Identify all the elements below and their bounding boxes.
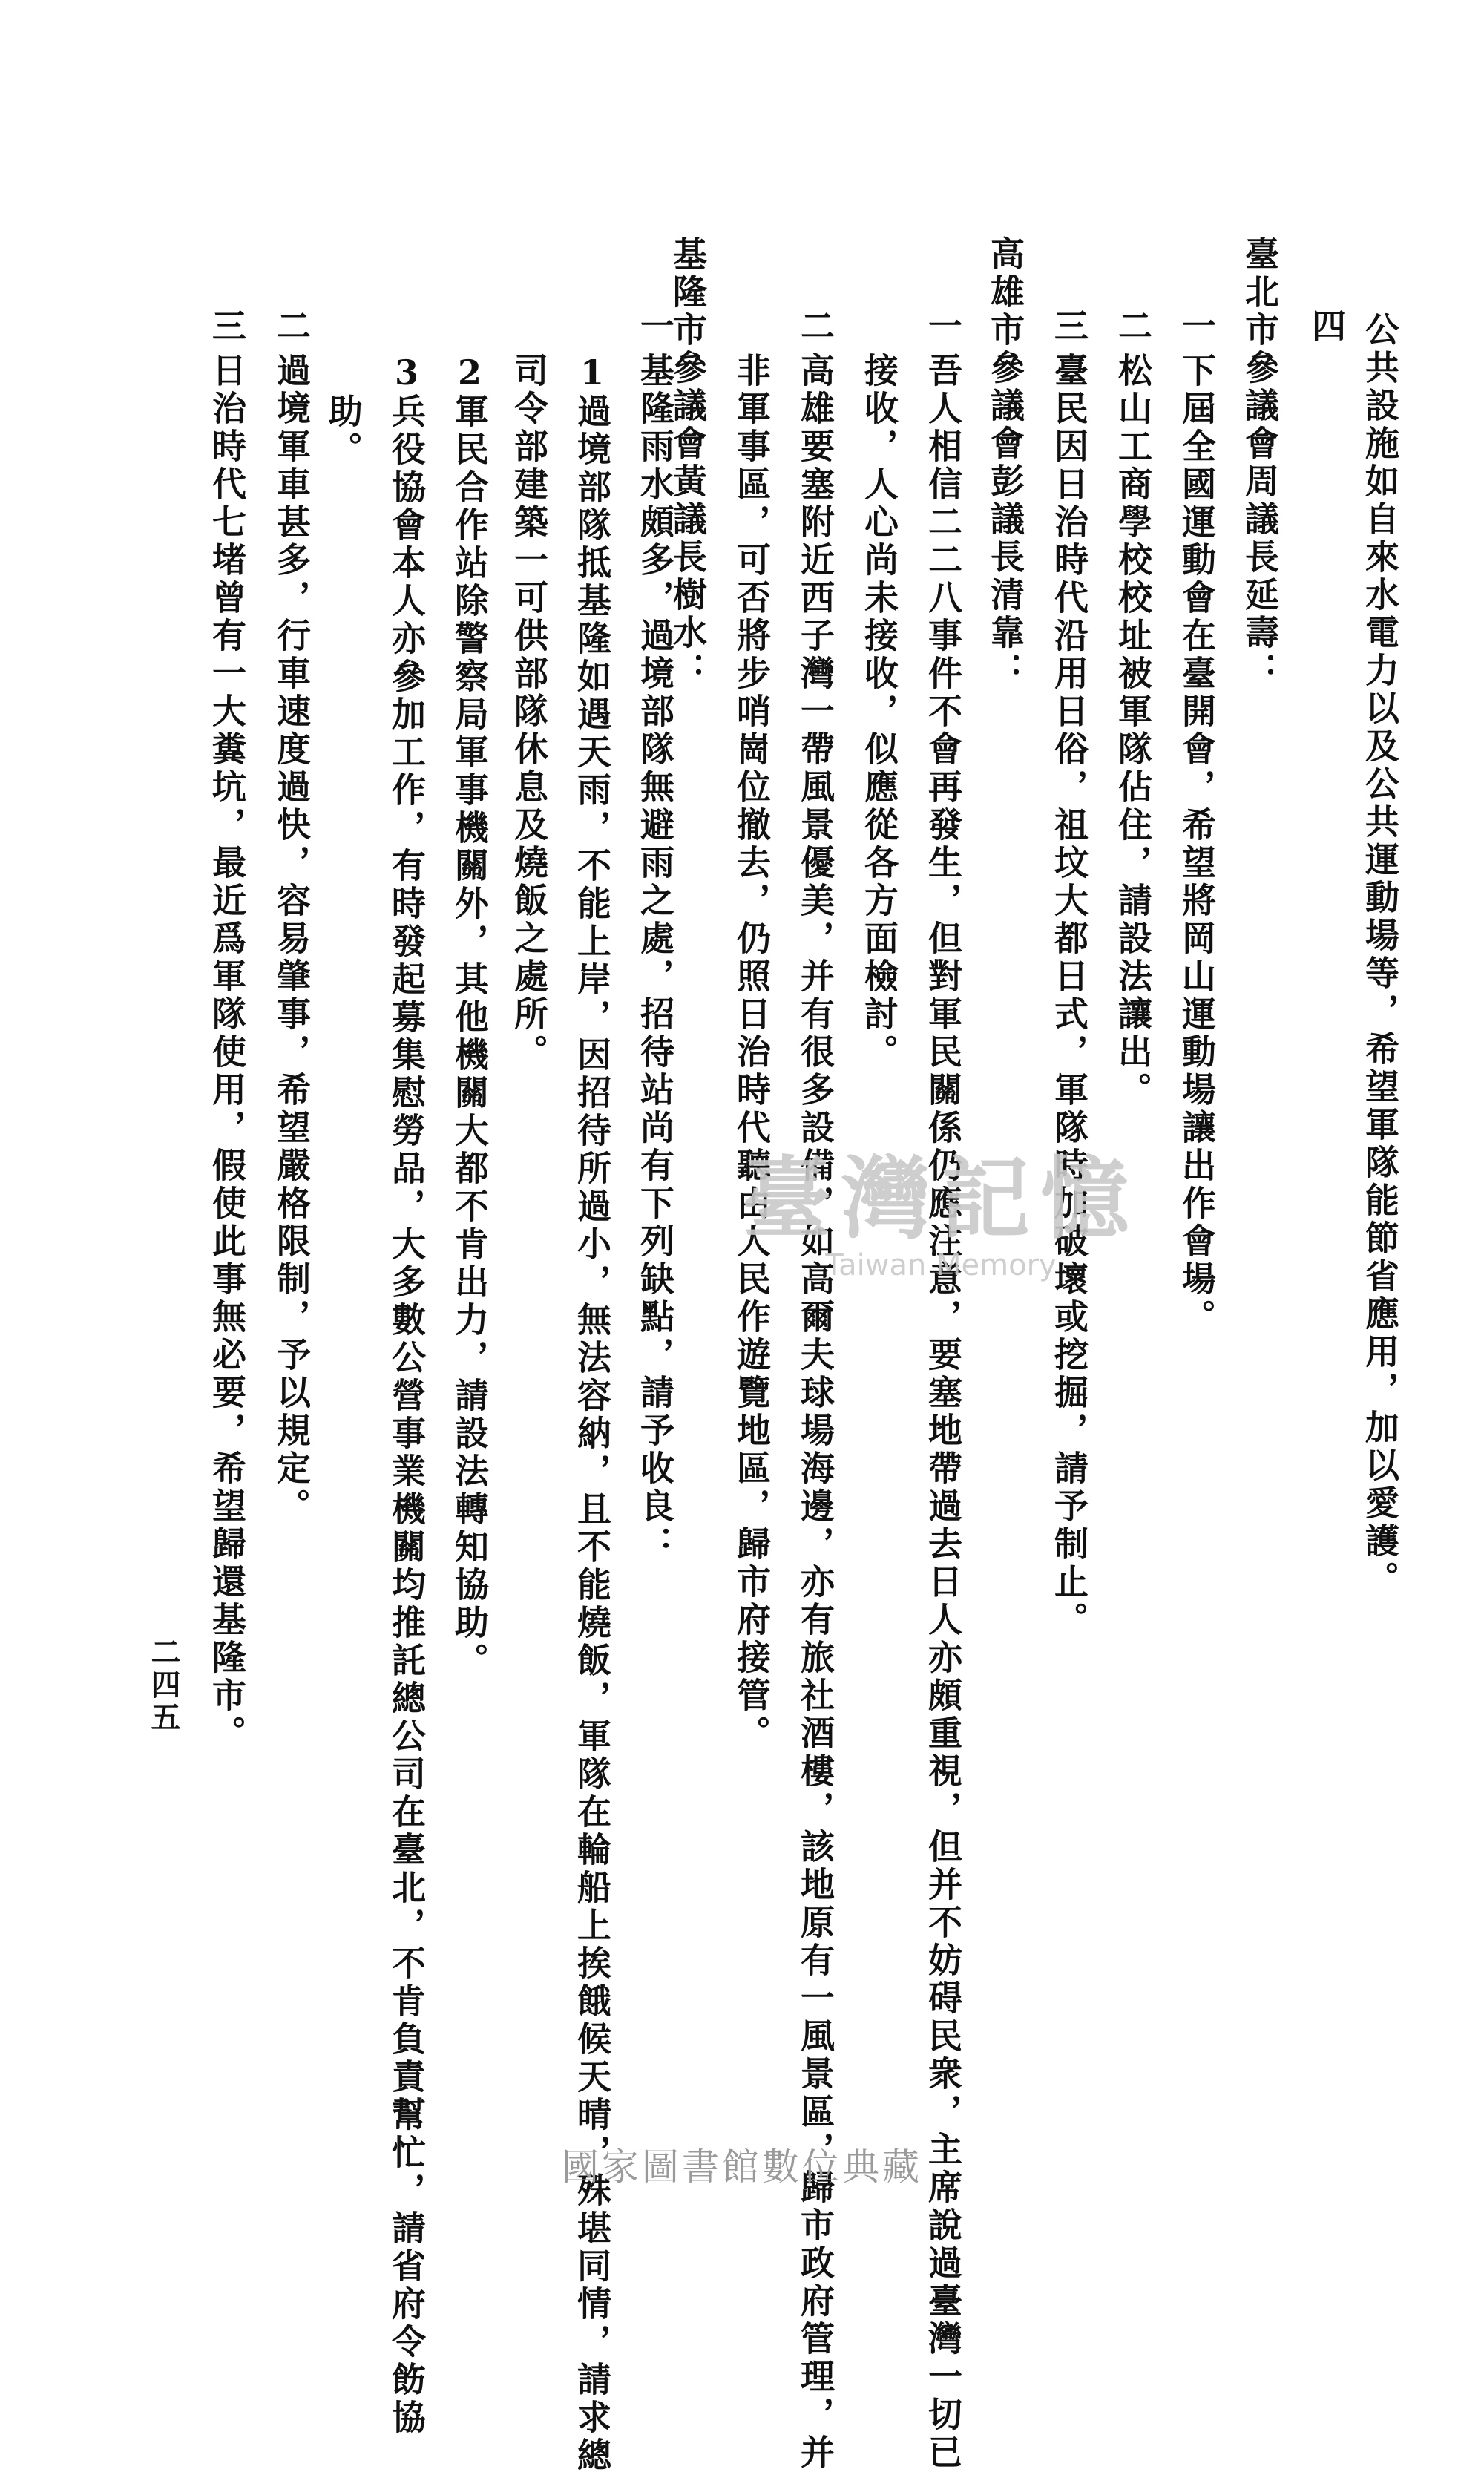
item-number: 三 xyxy=(1049,308,1089,342)
text-column: 高雄要塞附近西子灣一帶風景優美，并有很多設備，如高爾夫球場海邊，亦有旅社酒樓，該地原有一風景區，歸市政府管理，并 xyxy=(795,353,835,2472)
item-number: 1 xyxy=(572,353,612,393)
item-number: 二 xyxy=(272,308,312,342)
text-column: 公共設施如自來水電力以及公共運動場等，希望軍隊能節省應用，加以愛護。 xyxy=(1360,312,1400,1599)
text-column: 下屆全國運動會在臺開會，希望將岡山運動場讓出作會場。 xyxy=(1177,353,1217,1337)
item-number: 四 xyxy=(1307,308,1347,342)
page-number: 二四五 xyxy=(146,1636,181,1734)
item-number: 3 xyxy=(387,353,427,393)
text-column: 兵役協會本人亦參加工作，有時發起募集慰勞品，大多數公營事業機關均推託總公司在臺北，不肯負責幫忙，請省府令飭協 xyxy=(387,393,427,2437)
text-column: 接收，人心尚未接收，似應從各方面檢討。 xyxy=(859,353,899,1072)
watermark-logo xyxy=(742,1128,1140,1282)
item-number: 二 xyxy=(1113,308,1153,342)
section-heading: 高雄市參議會彭議長清靠： xyxy=(985,236,1025,690)
item-number: 一 xyxy=(635,308,675,342)
watermark-text-zh: 臺灣記憶 xyxy=(742,1147,1140,1251)
text-column: 司令部建築一可供部隊休息及燒飯之處所。 xyxy=(509,353,549,1072)
text-column: 臺民因日治時代沿用日俗，祖坟大都日式，軍隊時加破壞或挖掘，請予制止。 xyxy=(1049,353,1089,1639)
text-column: 助。 xyxy=(324,393,364,469)
text-column: 松山工商學校校址被軍隊佔住，請設法讓出。 xyxy=(1113,353,1153,1109)
watermark-text-en: Taiwan Memory xyxy=(825,1248,1057,1282)
item-number: 三 xyxy=(207,308,247,342)
text-column: 軍民合作站除警察局軍事機關外，其他機關大都不肯出力，請設法轉知協助。 xyxy=(450,393,490,1680)
section-heading: 基隆市參議會黃議長樹水： xyxy=(668,236,708,690)
text-column: 日治時代七堵曾有一大糞坑，最近爲軍隊使用，假使此事無必要，希望歸還基隆市。 xyxy=(207,353,247,1753)
text-column: 過境軍車甚多，行車速度過快，容易肇事，希望嚴格限制，予以規定。 xyxy=(272,353,312,1526)
item-number: 2 xyxy=(450,353,490,393)
archive-footer: 國家圖書館數位典藏 xyxy=(562,2145,922,2189)
item-number: 一 xyxy=(923,308,963,342)
item-number: 二 xyxy=(795,308,835,342)
text-column: 吾人相信二二八事件不會再發生，但對軍民關係仍應注意，要塞地帶過去日人亦頗重視，但并不妨碍民衆，主席說過臺灣一切已 xyxy=(923,353,963,2472)
text-column: 基隆雨水頗多，過境部隊無避雨之處，招待站尚有下列缺點，請予收良： xyxy=(635,353,675,1564)
text-column: 過境部隊抵基隆如遇天雨，不能上岸，因招待所過小，無法容納，且不能燒飯，軍隊在輪船上挨餓候天晴，殊堪同情，請求總 xyxy=(572,393,612,2475)
section-heading: 臺北市參議會周議長延壽： xyxy=(1240,236,1280,690)
item-number: 一 xyxy=(1177,308,1217,342)
text-column: 非軍事區，可否將步哨崗位撤去，仍照日治時代聽由人民作遊覽地區，歸市府接管。 xyxy=(732,353,772,1753)
